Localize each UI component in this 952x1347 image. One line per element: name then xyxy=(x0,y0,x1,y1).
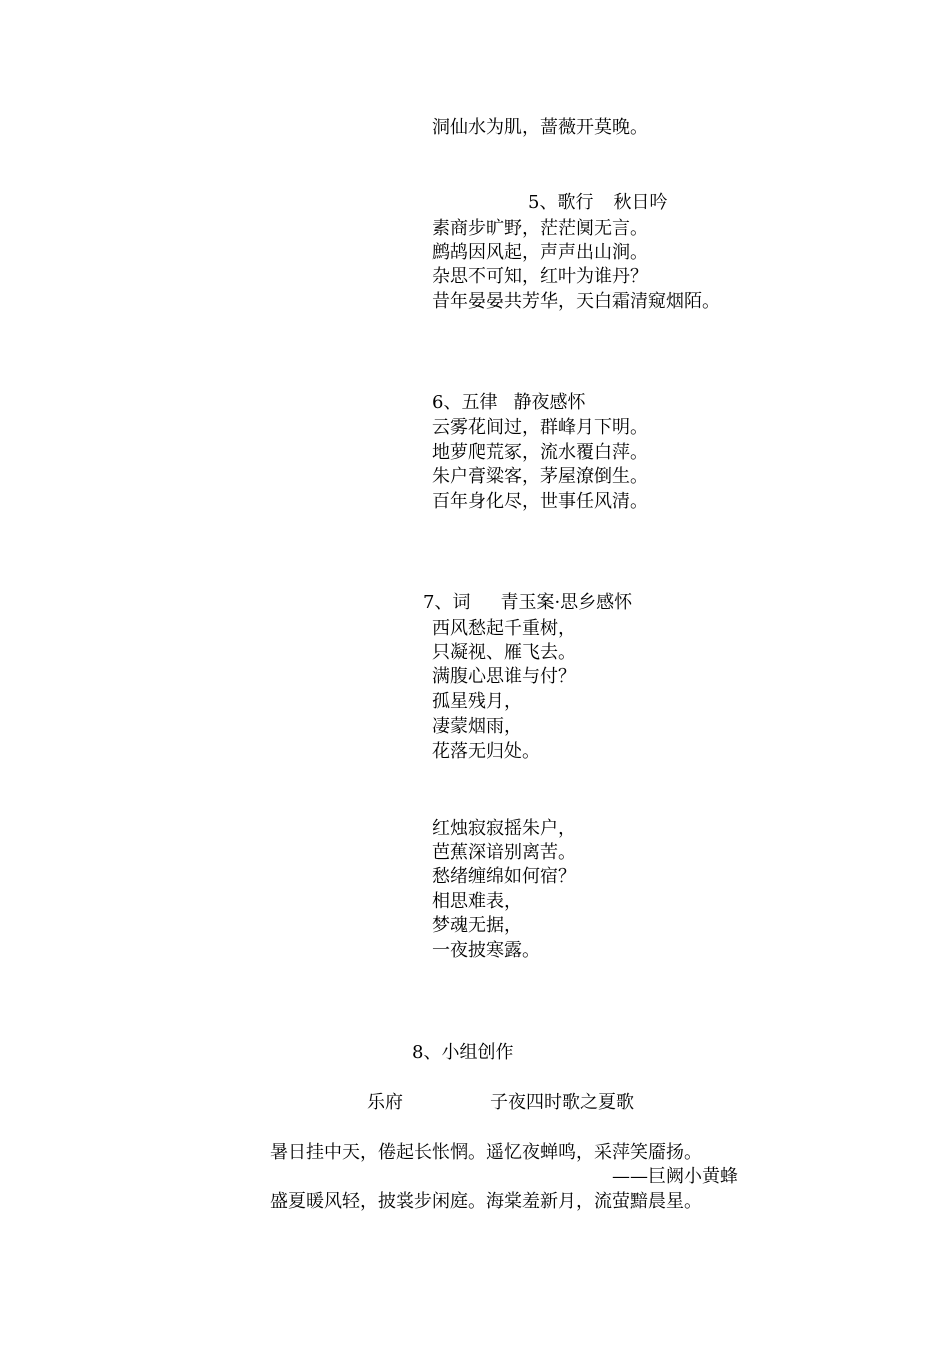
poem6-line-3: 朱户膏粱客，茅屋潦倒生。 xyxy=(432,466,648,487)
poem5-line-2: 鹧鸪因风起，声声出山涧。 xyxy=(432,242,648,263)
poem6-line-1: 云雾花间过，群峰月下明。 xyxy=(432,417,648,438)
poem8-verse-2: 盛夏暖风轻，披裳步闲庭。海棠羞新月，流萤黯晨星。 xyxy=(270,1191,702,1212)
poem7-stanza2-line-6: 一夜披寒露。 xyxy=(432,940,540,961)
poem8-verse-1: 暑日挂中天，倦起长怅惘。遥忆夜蝉鸣，采萍笑靥扬。 xyxy=(270,1142,702,1163)
poem7-stanza2-line-1: 红烛寂寂摇朱户， xyxy=(432,818,576,839)
poem6-line-4: 百年身化尽，世事任风清。 xyxy=(432,491,648,512)
poem5-line-3: 杂思不可知，红叶为谁丹？ xyxy=(432,266,648,287)
poem8-title: 子夜四时歌之夏歌 xyxy=(490,1092,634,1113)
poem6-line-2: 地萝爬荒冢，流水覆白萍。 xyxy=(432,442,648,463)
poem7-stanza2-line-3: 愁绪缠绵如何宿？ xyxy=(432,866,576,887)
poem7-stanza1-line-3: 满腹心思谁与付？ xyxy=(432,666,576,687)
poem7-stanza1-line-4: 孤星残月， xyxy=(432,691,522,712)
poem5-title: 秋日吟 xyxy=(613,192,668,213)
poem8-genre: 乐府 xyxy=(367,1092,403,1113)
poem7-stanza1-line-1: 西风愁起千重树， xyxy=(432,618,576,639)
poem7-stanza2-line-5: 梦魂无据， xyxy=(432,915,522,936)
poem6-heading xyxy=(432,391,585,415)
poem6-title: 静夜感怀 xyxy=(513,392,586,413)
poem7-stanza2-line-2: 芭蕉深谙别离苦。 xyxy=(432,842,576,863)
poem-fragment-line: 洞仙水为肌，蔷薇开莫晚。 xyxy=(432,117,648,138)
poem6-number: 6、五律 xyxy=(432,392,498,413)
poem7-stanza1-line-5: 凄蒙烟雨， xyxy=(432,716,522,737)
poem7-title: 青玉案·思乡感怀 xyxy=(500,592,633,613)
poem7-number: 7、词 xyxy=(423,592,471,613)
poem5-number: 5、歌行 xyxy=(528,192,594,213)
poem7-stanza2-line-4: 相思难表， xyxy=(432,891,522,912)
poem5-heading xyxy=(528,191,667,215)
poem7-stanza1-line-2: 只凝视、雁飞去。 xyxy=(432,642,576,663)
poem7-heading xyxy=(423,591,632,615)
poem5-line-4: 昔年晏晏共芳华，天白霜清窥烟陌。 xyxy=(432,291,720,312)
poem8-author: ——巨阙小黄蜂 xyxy=(612,1166,738,1187)
poem5-line-1: 素商步旷野，茫茫阒无言。 xyxy=(432,218,648,239)
poem7-stanza1-line-6: 花落无归处。 xyxy=(432,741,540,762)
poem8-heading: 8、小组创作 xyxy=(412,1042,514,1063)
